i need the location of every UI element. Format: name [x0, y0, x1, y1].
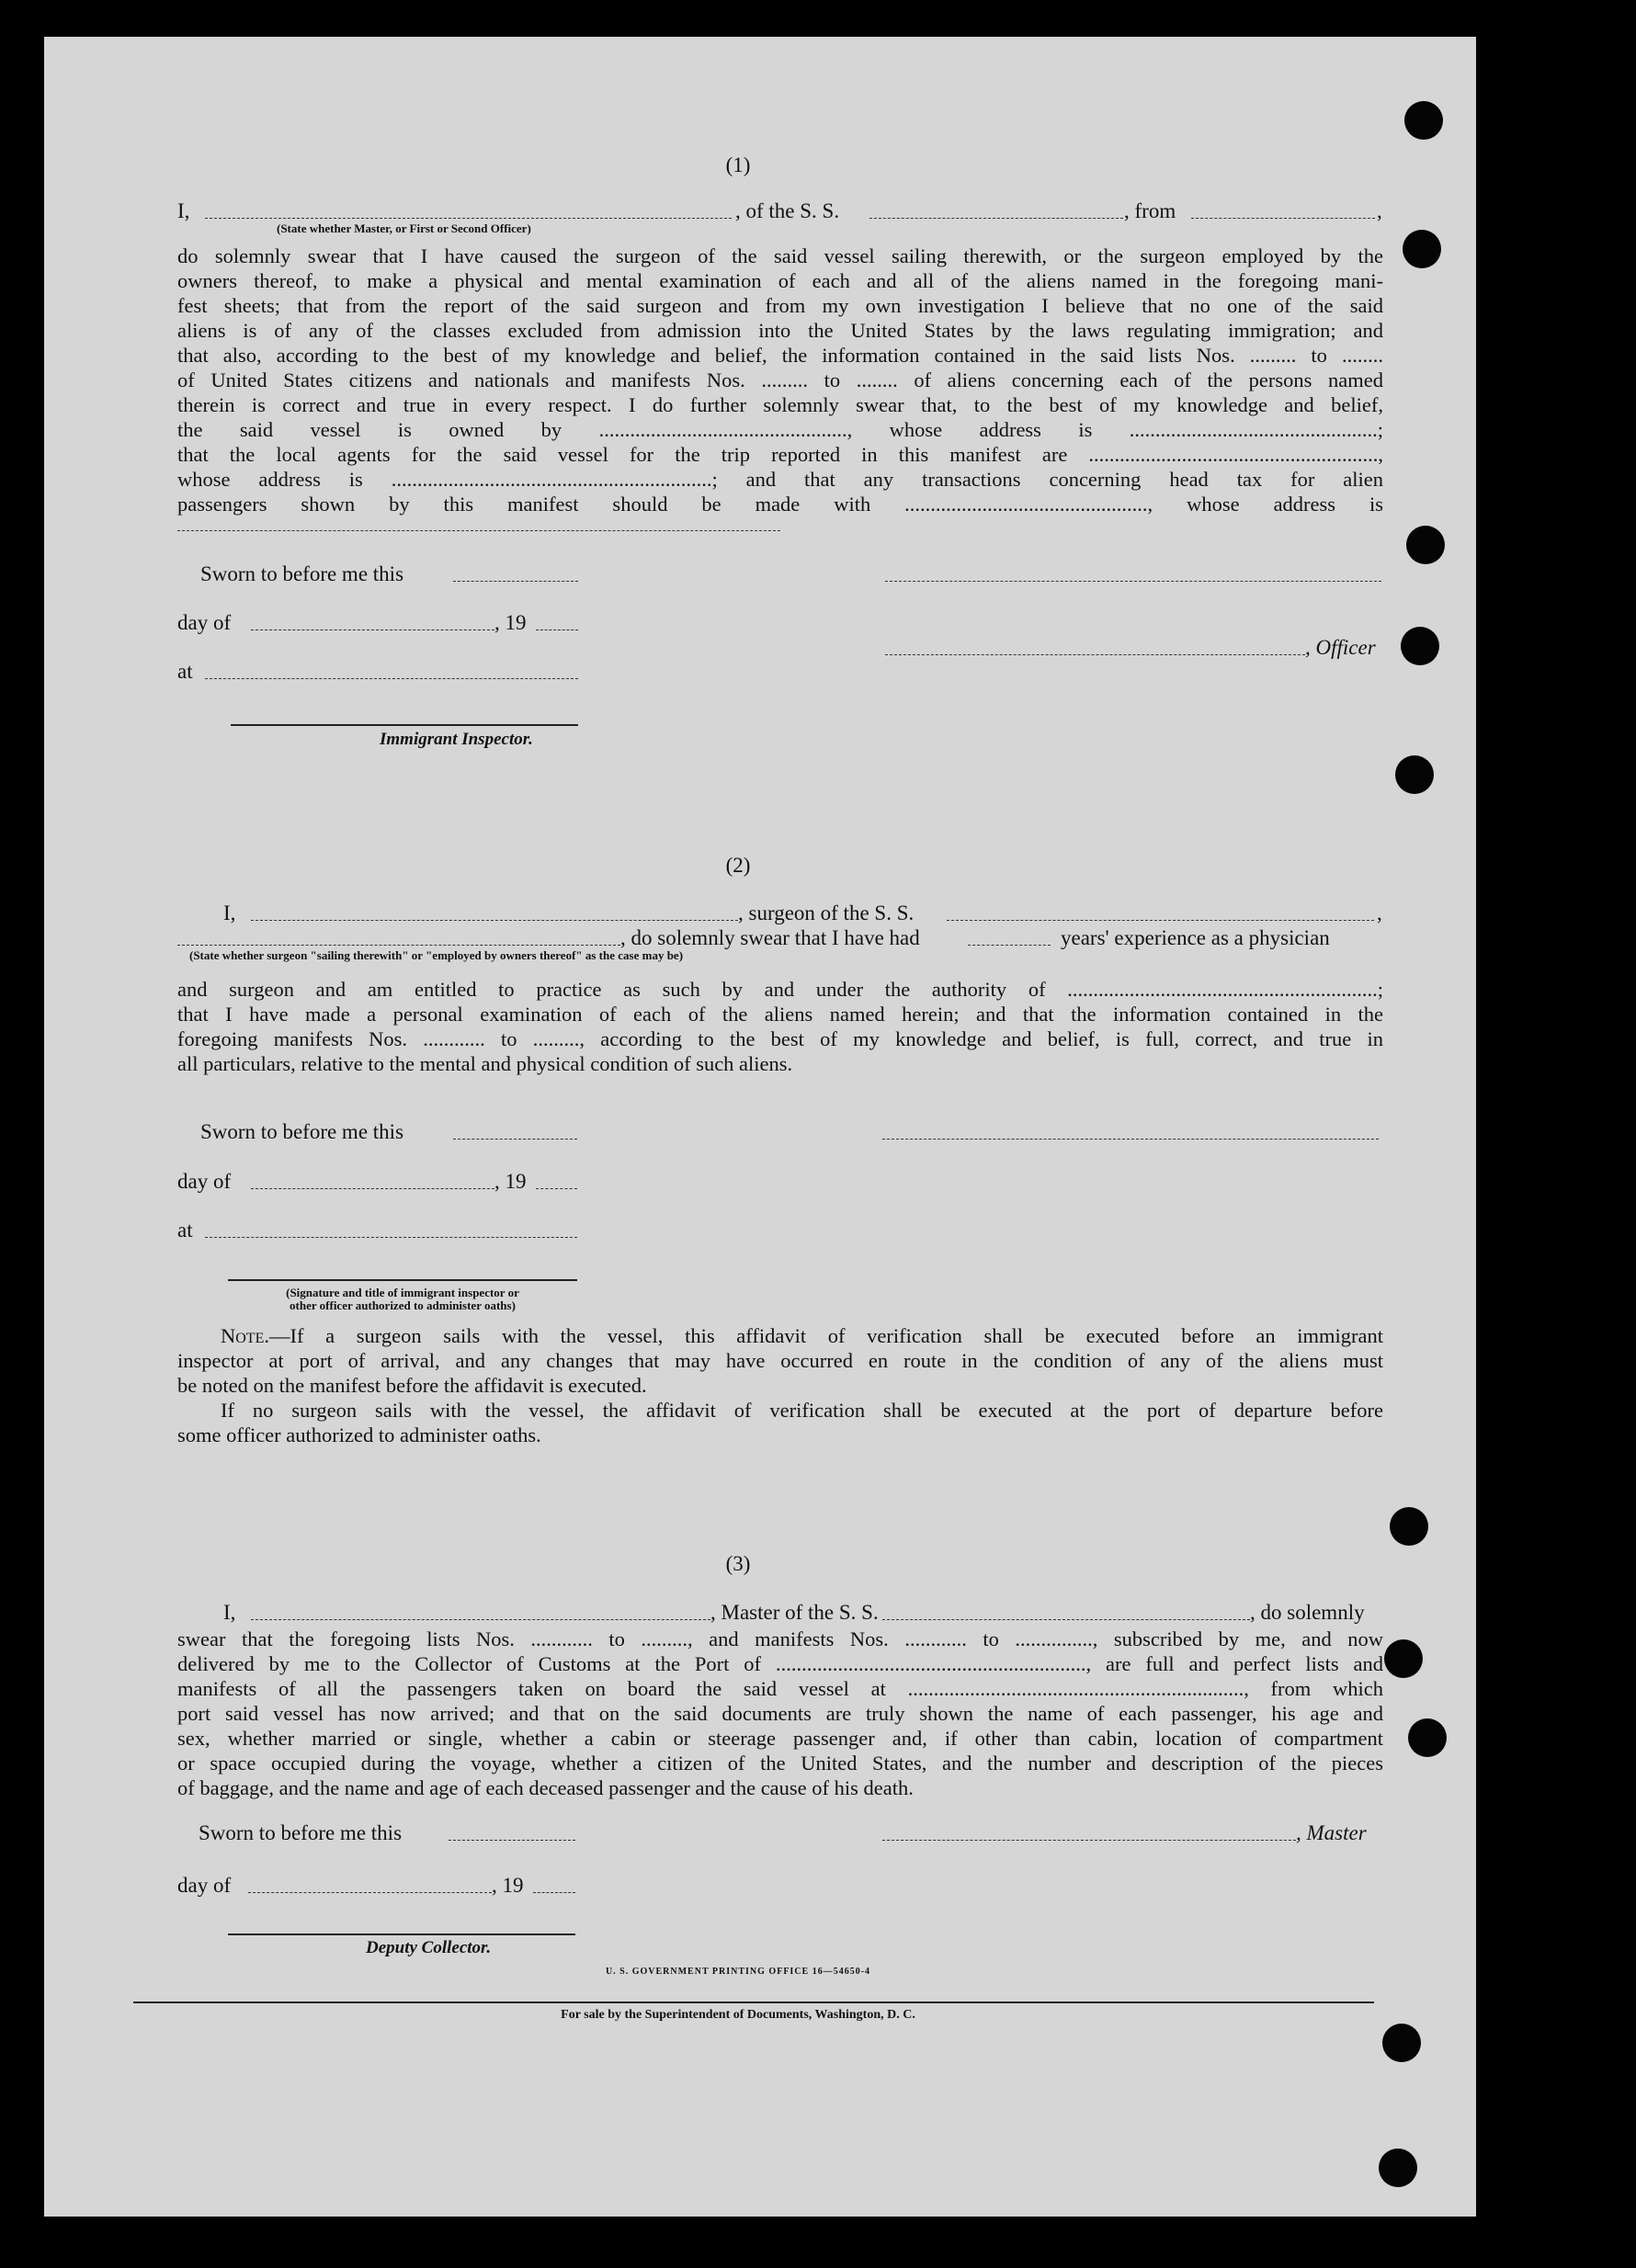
s1-year-field[interactable]: [536, 629, 578, 630]
s1-officer-note: (State whether Master, or First or Second Officer): [277, 221, 531, 235]
s3-dayof-label: day of: [177, 1874, 232, 1897]
s2-note-line-3: be noted on the manifest before the affidavit is executed.: [177, 1374, 647, 1397]
s3-day-field[interactable]: [248, 1892, 492, 1893]
s2-note-line-1: [221, 1323, 1383, 1348]
s3-body-line: or space occupied during the voyage, whether a citizen of the United States, and the number and description of the pieces: [177, 1752, 1383, 1775]
s2-surgeon-label: , surgeon of the S. S.: [738, 902, 915, 924]
s1-sworn-label: Sworn to before me this: [200, 562, 404, 585]
s1-body-line: passengers shown by this manifest should be made with ..............................................., whose address is: [177, 493, 1383, 516]
s2-year-field[interactable]: [536, 1188, 577, 1189]
s3-name-field[interactable]: [251, 1619, 710, 1620]
s3-body-line: delivered by me to the Collector of Customs at the Port of ............................................................, are full and perfect lists and: [177, 1652, 1383, 1675]
s1-body-line: of United States citizens and nationals and manifests Nos. ......... to ........ of aliens concerning each of the persons named: [177, 369, 1383, 391]
s2-inspector-signature-line[interactable]: [228, 1279, 577, 1281]
s2-body-line: and surgeon and am entitled to practice as such by and under the authority of ............................................................;: [177, 978, 1383, 1001]
s3-year-label: , 19: [492, 1874, 524, 1897]
punch-hole: [1395, 755, 1434, 794]
s2-i-label: I,: [223, 902, 236, 924]
s2-signature-note-2: other officer authorized to administer oaths): [290, 1298, 516, 1312]
s1-i-label: I,: [177, 199, 190, 222]
s1-year-label: , 19: [494, 611, 527, 634]
s2-surgeon-status-field[interactable]: [177, 945, 620, 946]
s1-officer-signature-field[interactable]: [885, 581, 1381, 582]
s1-body-line: whose address is ..............................................................; and that any transactions concerning head tax for alien: [177, 468, 1383, 491]
note-label: Note.: [221, 1324, 269, 1347]
s3-body-line: port said vessel has now arrived; and that on the said documents are truly shown the name of each passenger, his age and: [177, 1702, 1383, 1725]
s1-body-line: owners thereof, to make a physical and mental examination of each and all of the aliens named in the foregoing mani-: [177, 269, 1383, 292]
s2-at-field[interactable]: [205, 1237, 577, 1238]
s3-sworn-label: Sworn to before me this: [199, 1821, 403, 1844]
section-number-2: (2): [725, 854, 751, 877]
note-text: —If a surgeon sails with the vessel, this affidavit of verification shall be executed before an immigrant: [268, 1324, 1383, 1347]
punch-hole: [1406, 526, 1445, 564]
punch-hole: [1382, 2024, 1421, 2062]
s1-dayof-label: day of: [177, 611, 232, 634]
s2-sworn-label: Sworn to before me this: [200, 1120, 404, 1143]
s1-body-line: therein is correct and true in every respect. I do further solemnly swear that, to the best of my knowledge and belief,: [177, 393, 1383, 416]
footer-rule: [133, 2002, 1374, 2003]
s1-body-line: fest sheets; that from the report of the said surgeon and from my own investigation I believe that no one of the said: [177, 294, 1383, 317]
s3-year-field[interactable]: [533, 1892, 575, 1893]
manifest-page: [44, 37, 1476, 2217]
s1-name-field[interactable]: [205, 218, 732, 219]
section-number-3: (3): [725, 1552, 751, 1575]
s1-sworn-field[interactable]: [453, 581, 578, 582]
s1-inspector-signature-line[interactable]: [231, 724, 578, 726]
s1-body-line: do solemnly swear that I have caused the surgeon of the said vessel sailing therewith, or the surgeon employed by the: [177, 244, 1383, 267]
s2-body-line: all particulars, relative to the mental and physical condition of such aliens.: [177, 1052, 793, 1075]
s1-officer-title-field[interactable]: [885, 654, 1305, 655]
s2-ship-field[interactable]: [947, 920, 1374, 921]
s1-body-line: that the local agents for the said vessel for the trip reported in this manifest are ........................................................,: [177, 443, 1383, 466]
s2-at-label: at: [177, 1219, 193, 1242]
s2-comma: ,: [1377, 902, 1382, 924]
s3-body-line: manifests of all the passengers taken on board the said vessel at ................................................................., from which: [177, 1677, 1383, 1700]
s2-body-line: that I have made a personal examination of each of the aliens named herein; and that the information contained in the: [177, 1003, 1383, 1026]
s1-comma: ,: [1377, 199, 1382, 222]
s3-i-label: I,: [223, 1601, 236, 1624]
s2-note-line-2: inspector at port of arrival, and any changes that may have occurred en route in the condition of any of the aliens must: [177, 1349, 1383, 1372]
s3-body-line: of baggage, and the name and age of each deceased passenger and the cause of his death.: [177, 1776, 914, 1799]
s1-body-line: aliens is of any of the classes excluded from admission into the United States by the laws regulating immigration; and: [177, 319, 1383, 342]
s1-from-field[interactable]: [1191, 218, 1375, 219]
s1-at-label: at: [177, 660, 193, 683]
punch-hole: [1408, 1718, 1447, 1757]
punch-hole: [1401, 627, 1439, 665]
s1-body-line: the said vessel is owned by ................................................, whose address is ................................................;: [177, 418, 1383, 441]
s3-body-line: sex, whether married or single, whether a cabin or steerage passenger and, if other than cabin, location of compartment: [177, 1727, 1383, 1750]
s1-inspector-label: Immigrant Inspector.: [380, 730, 533, 749]
s1-from-label: , from: [1124, 199, 1176, 222]
s2-body-line: foregoing manifests Nos. ............ to ........., according to the best of my knowledge and belief, is full, correct, and true in: [177, 1027, 1383, 1050]
sale-notice: For sale by the Superintendent of Documents, Washington, D. C.: [561, 2008, 915, 2022]
punch-hole: [1404, 101, 1443, 140]
s3-ship-field[interactable]: [882, 1619, 1250, 1620]
s2-years-label: years' experience as a physician: [1061, 926, 1330, 949]
s2-sworn-field[interactable]: [453, 1139, 577, 1140]
s3-solemnly-label: , do solemnly: [1250, 1601, 1365, 1624]
s2-signature-field[interactable]: [882, 1139, 1379, 1140]
s2-note2-line-1: If no surgeon sails with the vessel, the affidavit of verification shall be executed at the port of departure before: [221, 1399, 1383, 1422]
s3-collector-signature-line[interactable]: [228, 1933, 575, 1935]
s2-surgeon-note: (State whether surgeon "sailing therewith" or "employed by owners thereof" as the case may be): [189, 948, 684, 962]
punch-hole: [1384, 1639, 1423, 1678]
punch-hole: [1403, 230, 1441, 268]
s1-of-ss-label: , of the S. S.: [735, 199, 840, 222]
s3-master-signature-field[interactable]: [882, 1840, 1296, 1841]
s1-at-field[interactable]: [205, 678, 578, 679]
s1-day-field[interactable]: [251, 629, 494, 630]
s3-master-label: , Master of the S. S.: [710, 1601, 879, 1624]
s1-address-field[interactable]: [177, 530, 780, 531]
s1-officer-label: , Officer: [1305, 636, 1376, 659]
s2-dayof-label: day of: [177, 1170, 232, 1193]
s2-year-label: , 19: [494, 1170, 527, 1193]
s1-ship-field[interactable]: [869, 218, 1123, 219]
s2-swear-label: , do solemnly swear that I have had: [620, 926, 920, 949]
s2-years-field[interactable]: [968, 945, 1051, 946]
s2-day-field[interactable]: [251, 1188, 494, 1189]
gpo-imprint: U. S. GOVERNMENT PRINTING OFFICE 16—54650-4: [605, 1967, 871, 1977]
section-number-1: (1): [725, 153, 751, 176]
s3-deputy-label: Deputy Collector.: [366, 1938, 492, 1957]
s1-body-line: that also, according to the best of my knowledge and belief, the information contained in the said lists Nos. ......... to ........: [177, 344, 1383, 367]
punch-hole: [1379, 2149, 1417, 2187]
s2-signature-note-1: (Signature and title of immigrant inspector or: [286, 1286, 519, 1299]
s3-sworn-field[interactable]: [449, 1840, 575, 1841]
s3-master-title-label: , Master: [1296, 1821, 1367, 1844]
punch-hole: [1390, 1507, 1428, 1546]
s3-body-line: swear that the foregoing lists Nos. ............ to ........., and manifests Nos. ............ to ..............., subscribed by me, and now: [177, 1627, 1383, 1650]
s2-note2-line-2: some officer authorized to administer oaths.: [177, 1423, 541, 1446]
s2-name-field[interactable]: [251, 920, 738, 921]
